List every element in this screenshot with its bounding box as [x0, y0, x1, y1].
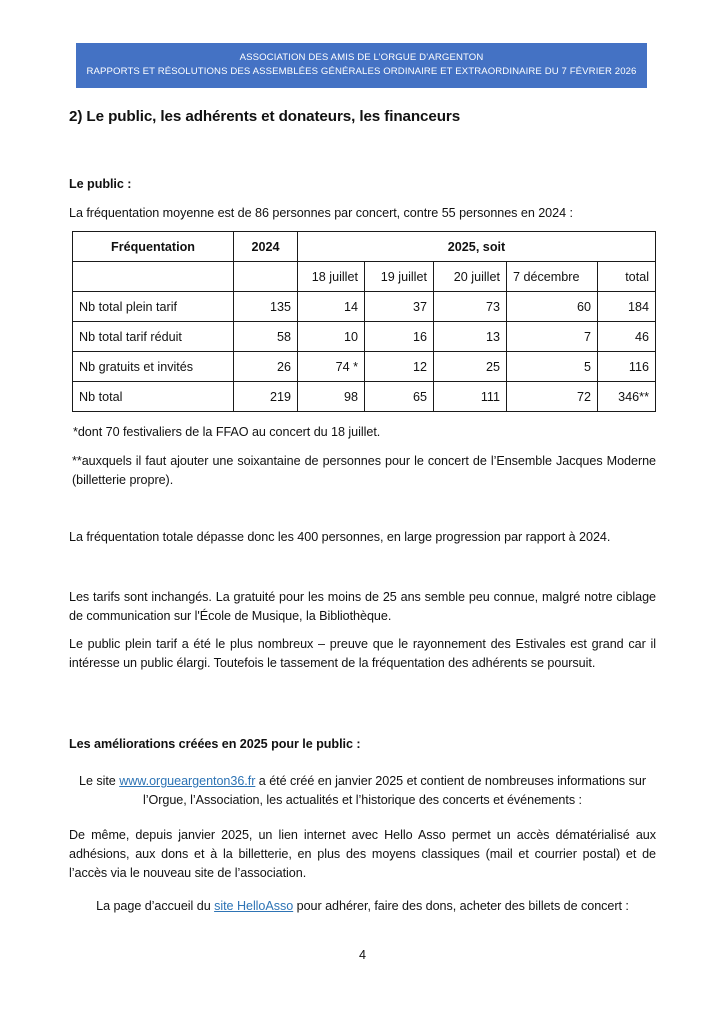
row-label: Nb gratuits et invités	[73, 352, 234, 382]
cell-value: 10	[298, 322, 365, 352]
cell-value: 13	[434, 322, 507, 352]
header-cell-2024: 2024	[234, 232, 298, 262]
website-link[interactable]: www.orgueargenton36.fr	[119, 774, 256, 788]
footnote-2: **auxquels il faut ajouter une soixantaine de personnes pour le concert de l’Ensemble Jacques Moderne (billetterie propre).	[72, 454, 656, 487]
cell-value: 346**	[598, 382, 656, 412]
cell-value: 219	[234, 382, 298, 412]
cell-value: 65	[365, 382, 434, 412]
cell-value: 60	[507, 292, 598, 322]
total-attendance-note: La fréquentation totale dépasse donc les 400 personnes, en large progression par rapport à 2024.	[69, 530, 611, 544]
helloasso-link[interactable]: site HelloAsso	[214, 899, 294, 913]
tarifs-note: Les tarifs sont inchangés. La gratuité pour les moins de 25 ans semble peu connue, malgré notre ciblage de communication sur l'École de Musique, la Bibliothèque.	[69, 590, 656, 623]
cell-value: 14	[298, 292, 365, 322]
header-cell-2025: 2025, soit	[298, 232, 656, 262]
public-intro: La fréquentation moyenne est de 86 personnes par concert, contre 55 personnes en 2024 :	[69, 206, 573, 220]
homepage-prefix: La page d’accueil du	[96, 899, 215, 913]
improvements-heading: Les améliorations créées en 2025 pour le public :	[69, 737, 361, 751]
row-label: Nb total	[73, 382, 234, 412]
subheader-cell: 7 décembre	[507, 262, 598, 292]
helloasso-paragraph: De même, depuis janvier 2025, un lien internet avec Hello Asso permet un accès dématérialisé aux adhésions, aux dons et à la billetterie, en plus des moyens classiques (mail et courrier postal) et de l’accès via le nouveau site de l’association.	[69, 828, 656, 880]
table-row	[73, 352, 656, 382]
table-header-row	[73, 232, 656, 262]
cell-value: 116	[598, 352, 656, 382]
cell-value: 98	[298, 382, 365, 412]
website-prefix: Le site	[79, 774, 120, 788]
public-heading: Le public :	[69, 177, 132, 191]
cell-value: 74 *	[298, 352, 365, 382]
attendance-table	[72, 231, 656, 412]
cell-value: 111	[434, 382, 507, 412]
cell-value: 16	[365, 322, 434, 352]
subheader-cell: 19 juillet	[365, 262, 434, 292]
cell-value: 184	[598, 292, 656, 322]
website-paragraph	[76, 772, 649, 810]
cell-value: 135	[234, 292, 298, 322]
cell-value: 7	[507, 322, 598, 352]
row-label: Nb total plein tarif	[73, 292, 234, 322]
table-row	[73, 322, 656, 352]
table-row	[73, 292, 656, 322]
page-number: 4	[358, 948, 366, 962]
section-title: 2) Le public, les adhérents et donateurs, les financeurs	[69, 108, 461, 125]
helloasso-homepage-paragraph	[69, 897, 656, 916]
subheader-cell: total	[598, 262, 656, 292]
footnote-1: *dont 70 festivaliers de la FFAO au concert du 18 juillet.	[73, 425, 381, 439]
cell-value: 37	[365, 292, 434, 322]
row-label: Nb total tarif réduit	[73, 322, 234, 352]
cell-value: 72	[507, 382, 598, 412]
cell-value: 46	[598, 322, 656, 352]
cell-value: 25	[434, 352, 507, 382]
website-suffix: a été créé en janvier 2025 et contient de nombreuses informations sur l’Orgue, l’Association, les actualités et l’historique des concerts et événements :	[143, 774, 646, 807]
table-row-total	[73, 382, 656, 412]
header-association-name: ASSOCIATION DES AMIS DE L’ORGUE D’ARGENTON	[239, 52, 484, 63]
plein-tarif-note: Le public plein tarif a été le plus nombreux – preuve que le rayonnement des Estivales est grand car il intéresse un public élargi. Toutefois le tassement de la fréquentation des adhérents se poursuit.	[69, 637, 656, 670]
cell-value: 5	[507, 352, 598, 382]
cell-value: 73	[434, 292, 507, 322]
subheader-cell: 20 juillet	[434, 262, 507, 292]
cell-value: 58	[234, 322, 298, 352]
header-report-title: RAPPORTS ET RÉSOLUTIONS DES ASSEMBLÉES GÉNÉRALES ORDINAIRE ET EXTRAORDINAIRE DU 7 FÉVRIER 2026	[86, 66, 637, 77]
empty-cell	[73, 262, 234, 292]
header-cell-frequentation: Fréquentation	[73, 232, 234, 262]
cell-value: 26	[234, 352, 298, 382]
table-subheader-row	[73, 262, 656, 292]
subheader-cell: 18 juillet	[298, 262, 365, 292]
cell-value: 12	[365, 352, 434, 382]
document-header-band	[76, 43, 647, 88]
empty-cell	[234, 262, 298, 292]
homepage-suffix: pour adhérer, faire des dons, acheter des billets de concert :	[293, 899, 629, 913]
